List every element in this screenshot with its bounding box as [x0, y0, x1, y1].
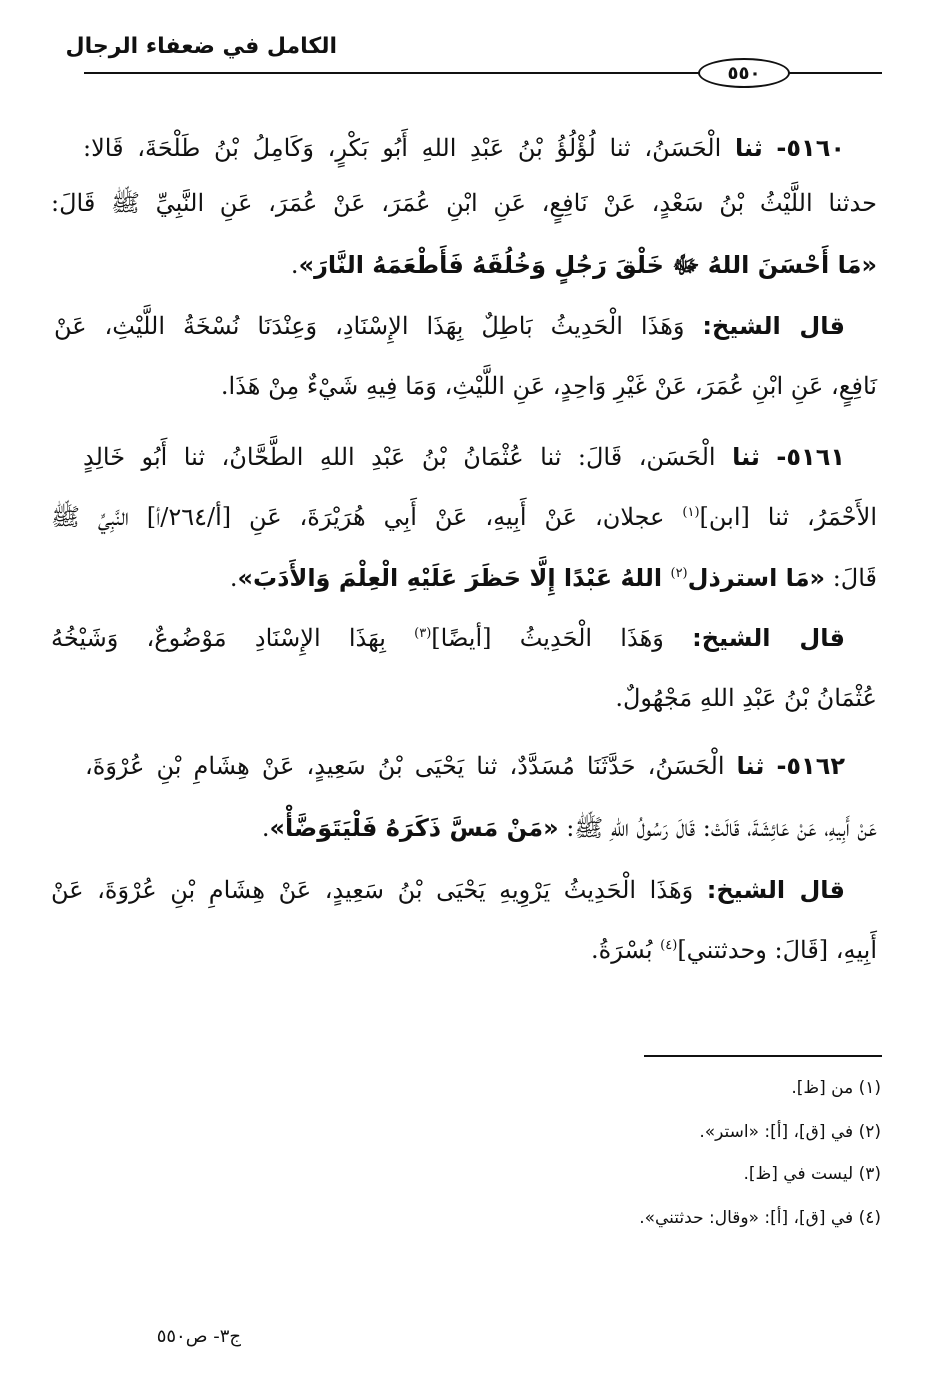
footnote-text: من [ظ]. — [791, 1078, 854, 1098]
entry-5162-line-1 — [85, 746, 845, 786]
entry-5161-line-2 — [51, 497, 877, 537]
footnote-text: في [ق]، [أ]: «استر». — [699, 1122, 854, 1142]
page-number: ٥٥٠ — [727, 62, 761, 84]
comment-text: بُسْرَةُ. — [591, 936, 661, 964]
entry-text: الْحَسَنُ، حَدَّثَنَا مُسَدَّدٌ، ثنا يَحْيَى بْنُ سَعِيدٍ، عَنْ هِشَامِ بْنِ عُرْوَةَ، — [85, 752, 737, 780]
book-title: الكامل في ضعفاء الرجال — [65, 34, 337, 59]
footnote-ref: (٣) — [414, 626, 432, 641]
footnote-ref: (١) — [682, 505, 700, 520]
shaykh-label: قال الشيخ: — [706, 876, 845, 904]
footnote-1 — [791, 1076, 881, 1100]
entry-lead: ثنا — [732, 443, 760, 471]
entry-number: ٥١٦٠- — [776, 134, 845, 162]
entry-text: حدثنا اللَّيْثُ بْنُ سَعْدٍ، عَنْ نَافِعٍ، عَنِ ابْنِ عُمَرَ، عَنْ عُمَرَ، عَنِ النَّبِيِّ ﷺ قَالَ: — [51, 189, 877, 217]
footnote-text: في [ق]، [أ]: «وقال: حدثتني». — [639, 1208, 854, 1228]
entry-5160-line-1 — [83, 128, 845, 168]
entry-5161-comment-line-2 — [615, 678, 877, 718]
comment-text: بِهَذَا الإِسْنَادِ مَوْضُوعٌ، وَشَيْخُهُ — [51, 624, 415, 652]
entry-5160-line-3 — [291, 245, 877, 285]
footnote-number: (٣) — [858, 1164, 881, 1184]
comment-text: وَهَذَا الْحَدِيثُ [أيضًا] — [431, 624, 664, 652]
comment-text: نَافِعٍ، عَنِ ابْنِ عُمَرَ، عَنْ غَيْرِ وَاحِدٍ، عَنِ اللَّيْثِ، وَمَا فِيهِ شَيْءٌ مِنْ هَذَا. — [220, 372, 877, 400]
entry-lead: ثنا — [734, 134, 763, 162]
entry-text: عجلان، عَنْ أَبِيهِ، عَنْ أَبِي هُرَيْرَةَ، عَنِ [أ/٢٦٤/أ] النَّبِيِّ ﷺ — [51, 503, 683, 531]
footnote-number: (٤) — [858, 1208, 881, 1228]
footnote-3 — [744, 1162, 882, 1186]
footnote-rule — [644, 1055, 882, 1057]
shaykh-label: قال الشيخ: — [702, 312, 845, 340]
hadith-matn: اللهُ عَبْدًا إِلَّا حَظَرَ عَلَيْهِ الْعِلْمَ وَالأَدَبَ» — [237, 564, 671, 592]
page-number-badge — [698, 58, 790, 88]
entry-text: قَالَ: — [825, 564, 877, 592]
footnote-number: (٢) — [858, 1122, 881, 1142]
entry-number: ٥١٦١- — [776, 443, 845, 471]
footnote-4 — [639, 1206, 881, 1230]
hadith-matn: «مَا استرذل — [687, 564, 826, 592]
entry-lead: ثنا — [736, 752, 765, 780]
entry-5162-comment-line-2 — [591, 930, 877, 970]
entry-5162-comment-line-1 — [51, 870, 845, 910]
entry-5162-line-2 — [262, 808, 877, 848]
entry-5161-comment-line-1 — [51, 618, 845, 658]
entry-text: . — [261, 814, 270, 842]
footnote-ref: (٤) — [660, 938, 678, 953]
entry-text: . — [290, 251, 299, 279]
footnote-ref: (٢) — [670, 566, 688, 581]
hadith-matn: «مَنْ مَسَّ ذَكَرَهُ فَلْيَتَوَضَّأْ» — [269, 814, 559, 842]
entry-text: الْحَسَنُ، ثنا لُؤْلُؤُ بْنُ عَبْدِ اللهِ أَبُو بَكْرٍ، وَكَامِلُ بْنُ طَلْحَةَ، قَالا: — [83, 134, 735, 162]
entry-5160-line-2 — [51, 183, 877, 223]
volume-page-reference: ج٣- ص٥٥٠ — [156, 1326, 241, 1347]
entry-5160-comment-line-1 — [54, 306, 845, 346]
entry-5160-comment-line-2 — [221, 366, 877, 406]
entry-5161-line-1 — [83, 437, 845, 477]
entry-number: ٥١٦٢- — [776, 752, 845, 780]
hadith-matn: «مَا أَحْسَنَ اللهُ ﷻ خَلْقَ رَجُلٍ وَخُلُقَهُ فَأَطْعَمَهُ النَّارَ» — [298, 251, 877, 279]
footnote-number: (١) — [858, 1078, 881, 1098]
comment-text: وَهَذَا الْحَدِيثُ يَرْوِيهِ يَحْيَى بْنُ سَعِيدٍ، عَنْ هِشَامِ بْنِ عُرْوَةَ، عَنْ — [51, 876, 694, 904]
comment-text: عُثْمَانُ بْنُ عَبْدِ اللهِ مَجْهُولٌ. — [615, 684, 877, 712]
comment-text: وَهَذَا الْحَدِيثُ بَاطِلٌ بِهَذَا الإِسْنَادِ، وَعِنْدَنَا نُسْخَةُ اللَّيْثِ، عَنْ — [54, 312, 685, 340]
footnote-text: ليست في [ظ]. — [743, 1164, 854, 1184]
shaykh-label: قال الشيخ: — [692, 624, 845, 652]
entry-text: الأَحْمَرُ، ثنا [ابن] — [699, 503, 878, 531]
entry-text: الْحَسَن، قَالَ: ثنا عُثْمَانُ بْنُ عَبْدِ اللهِ الطَّحَّانُ، ثنا أَبُو خَالِدٍ — [83, 443, 733, 471]
comment-text: أَبِيهِ، [قَالَ: وحدثتني] — [677, 936, 877, 964]
entry-5161-line-3 — [230, 558, 877, 598]
entry-text: عَنْ أَبِيهِ، عَنْ عَائِشَةَ، قَالَتْ: قَالَ رَسُولُ اللهِ ﷺ: — [558, 814, 877, 842]
footnote-2 — [699, 1120, 881, 1144]
entry-text: . — [229, 564, 238, 592]
